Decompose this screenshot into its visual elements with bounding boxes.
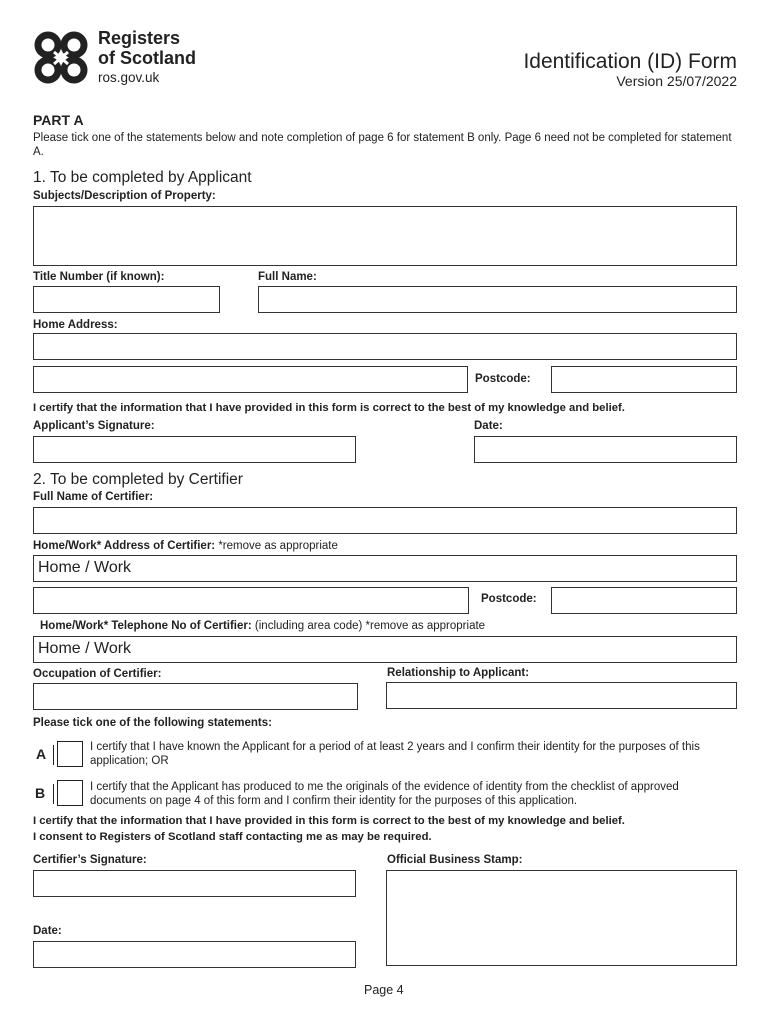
certifier-name-field[interactable] <box>33 507 737 534</box>
certifier-telephone-field[interactable]: Home / Work <box>33 636 737 663</box>
applicant-date-label: Date: <box>474 420 503 432</box>
statement-b-checkbox[interactable] <box>57 780 83 806</box>
certifier-telephone-note: (including area code) *remove as appropriate <box>254 620 486 632</box>
property-field[interactable] <box>33 206 737 266</box>
relationship-field[interactable] <box>386 682 737 709</box>
certifier-postcode-field[interactable] <box>551 587 737 614</box>
section-1-heading: 1. To be completed by Applicant <box>33 169 252 186</box>
part-a-title: PART A <box>33 112 84 128</box>
postcode-field[interactable] <box>551 366 737 393</box>
home-address-field-2[interactable] <box>33 366 468 393</box>
occupation-field[interactable] <box>33 683 358 710</box>
certifier-address-note: *remove as appropriate <box>218 540 338 552</box>
statement-b-text: I certify that the Applicant has produced to me the originals of the evidence of identity from the checklist of approved documents on page 4 of this form and I confirm their identity for the purposes of this application. <box>90 781 679 807</box>
certifier-telephone-label <box>40 620 485 632</box>
property-label: Subjects/Description of Property: <box>33 190 216 202</box>
applicant-signature-label: Applicant’s Signature: <box>33 420 155 432</box>
certifier-signature-field[interactable] <box>33 870 356 897</box>
statement-a-text: I certify that I have known the Applicant for a period of at least 2 years and I confirm their identity for the purposes of this application; OR <box>90 741 700 767</box>
full-name-field[interactable] <box>258 286 737 313</box>
applicant-certify-text: I certify that the information that I have provided in this form is correct to the best of my knowledge and belief. <box>33 402 625 414</box>
postcode-label: Postcode: <box>475 373 531 385</box>
statement-b-letter: B <box>35 785 46 801</box>
occupation-label: Occupation of Certifier: <box>33 668 162 680</box>
applicant-date-field[interactable] <box>474 436 737 463</box>
certifier-address-field-2[interactable] <box>33 587 469 614</box>
title-number-label: Title Number (if known): <box>33 271 165 283</box>
tick-instruction: Please tick one of the following statements: <box>33 717 272 729</box>
certifier-address-label-text: Home/Work* Address of Certifier: <box>33 540 216 552</box>
certifier-date-field[interactable] <box>33 941 356 968</box>
home-address-field-1[interactable] <box>33 333 737 360</box>
certifier-date-label: Date: <box>33 925 62 937</box>
certifier-telephone-label-text: Home/Work* Telephone No of Certifier: <box>40 620 252 632</box>
title-number-field[interactable] <box>33 286 220 313</box>
form-version: Version 25/07/2022 <box>616 73 737 89</box>
stamp-field[interactable] <box>386 870 737 966</box>
applicant-signature-field[interactable] <box>33 436 356 463</box>
statement-a-letter: A <box>36 746 47 762</box>
ros-logo-icon <box>32 30 92 86</box>
certifier-address-field-1[interactable]: Home / Work <box>33 555 737 582</box>
certifier-name-label: Full Name of Certifier: <box>33 491 154 503</box>
full-name-label: Full Name: <box>258 271 317 283</box>
stamp-label: Official Business Stamp: <box>387 854 523 866</box>
part-a-instructions: Please tick one of the statements below and note completion of page 6 for statement B only. Page 6 need not be completed for statement A. <box>33 132 732 158</box>
certifier-certify-text-1: I certify that the information that I have provided in this form is correct to the best of my knowledge and belief. <box>33 815 625 827</box>
logo-line-2: of Scotland <box>98 48 196 68</box>
logo-line-1: Registers <box>98 28 181 48</box>
home-address-label: Home Address: <box>33 319 118 331</box>
certifier-address-label <box>33 540 338 552</box>
form-title: Identification (ID) Form <box>523 50 737 73</box>
section-2-heading: 2. To be completed by Certifier <box>33 471 243 488</box>
page-number: Page 4 <box>364 983 404 997</box>
logo-url: ros.gov.uk <box>98 70 160 85</box>
relationship-label: Relationship to Applicant: <box>387 667 530 679</box>
ros-logo <box>32 30 92 86</box>
certifier-postcode-label: Postcode: <box>481 593 537 605</box>
certifier-certify-text-2: I consent to Registers of Scotland staff contacting me as may be required. <box>33 831 432 843</box>
statement-a-checkbox[interactable] <box>57 741 83 767</box>
certifier-signature-label: Certifier’s Signature: <box>33 854 147 866</box>
